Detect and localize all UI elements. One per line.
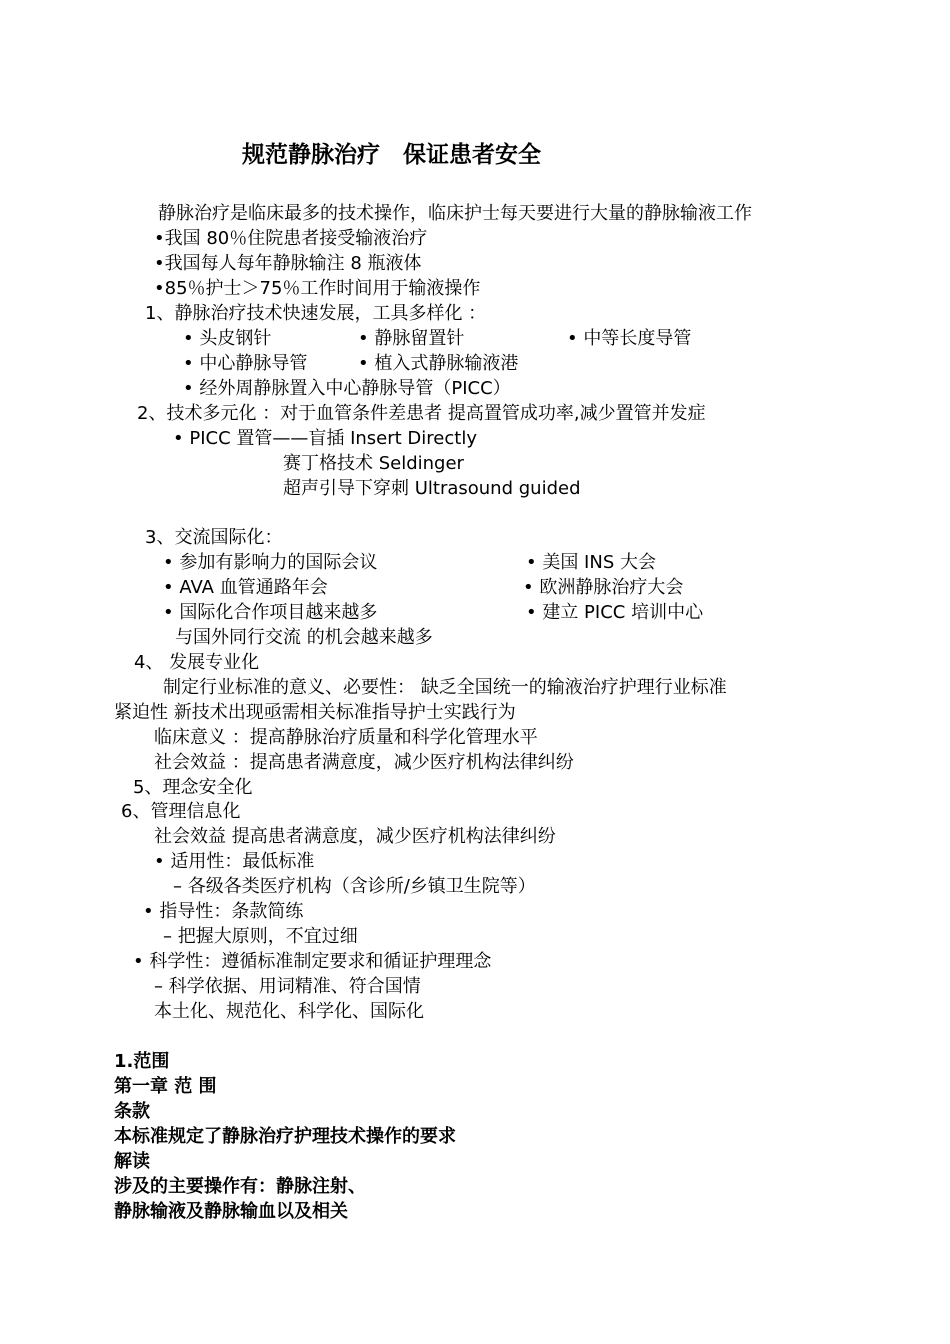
picc-line: • PICC 置管——盲插 Insert Directly: [173, 428, 477, 449]
guidance-sub-line: – 把握大原则，不宜过细: [163, 926, 358, 947]
exchange-item: • AVA 血管通路年会: [163, 577, 328, 598]
exchange-item: • 参加有影响力的国际会议: [163, 552, 378, 573]
seldinger-line: 赛丁格技术 Seldinger: [283, 453, 464, 474]
exchange-item: • 国际化合作项目越来越多: [163, 602, 378, 623]
intro-paragraph: 静脉治疗是临床最多的技术操作，临床护士每天要进行大量的静脉输液工作: [158, 203, 752, 224]
exchange-line: 与国外同行交流 的机会越来越多: [175, 627, 433, 648]
section-4-heading: 4、 发展专业化: [134, 652, 260, 673]
clause-text: 本标准规定了静脉治疗护理技术操作的要求: [114, 1126, 456, 1147]
section-1-heading: 1、静脉治疗技术快速发展，工具多样化 ：: [145, 303, 487, 324]
scope-heading: 1.范围: [114, 1051, 170, 1072]
chapter-heading: 第一章 范 围: [114, 1076, 217, 1097]
clause-label: 条款: [114, 1101, 150, 1122]
interpretation-label: 解读: [114, 1151, 150, 1172]
exchange-item: • 建立 PICC 培训中心: [526, 602, 704, 623]
tool-item: • 经外周静脉置入中心静脉导管（PICC）: [183, 378, 511, 399]
stat-line: •我国 80％住院患者接受输液治疗: [154, 228, 428, 249]
tool-item: • 头皮钢针: [183, 328, 272, 349]
interpretation-text: 涉及的主要操作有：静脉注射、: [114, 1176, 366, 1197]
standard-significance-line: 制定行业标准的意义、必要性： 缺乏全国统一的输液治疗护理行业标准: [163, 677, 727, 698]
exchange-item: • 欧洲静脉治疗大会: [523, 577, 684, 598]
section-6-heading: 6、管理信息化: [121, 801, 241, 822]
social-benefit-line: 社会效益 提高患者满意度，减少医疗机构法律纠纷: [154, 826, 556, 847]
tool-item: • 静脉留置针: [358, 328, 465, 349]
interpretation-text: 静脉输液及静脉输血以及相关: [114, 1201, 348, 1222]
tool-item: • 中等长度导管: [567, 328, 692, 349]
ultrasound-line: 超声引导下穿刺 Ultrasound guided: [283, 478, 581, 499]
scientific-line: • 科学性：遵循标准制定要求和循证护理理念: [133, 951, 492, 972]
summary-line: 本土化、规范化、科学化、国际化: [154, 1001, 424, 1022]
section-2-heading: 2、技术多元化 ：对于血管条件差患者 提高置管成功率,减少置管并发症: [137, 403, 706, 424]
exchange-item: • 美国 INS 大会: [526, 552, 656, 573]
urgency-line: 紧迫性 新技术出现亟需相关标准指导护士实践行为: [114, 702, 516, 723]
document-title: 规范静脉治疗 保证患者安全: [242, 142, 541, 168]
applicability-sub-line: – 各级各类医疗机构（含诊所/乡镇卫生院等）: [173, 876, 536, 897]
clinical-significance-line: 临床意义 ：提高静脉治疗质量和科学化管理水平: [154, 727, 538, 748]
applicability-line: • 适用性：最低标准: [154, 851, 315, 872]
section-3-heading: 3、交流国际化：: [145, 527, 283, 548]
social-benefit-line: 社会效益 ：提高患者满意度，减少医疗机构法律纠纷: [154, 752, 574, 773]
tool-item: • 中心静脉导管: [183, 353, 308, 374]
section-5-heading: 5、理念安全化: [133, 777, 253, 798]
guidance-line: • 指导性：条款简练: [143, 901, 304, 922]
scientific-sub-line: – 科学依据、用词精准、符合国情: [154, 976, 421, 997]
tool-item: • 植入式静脉输液港: [358, 353, 519, 374]
stat-line: •85％护士＞75％工作时间用于输液操作: [154, 278, 481, 299]
stat-line: •我国每人每年静脉输注 8 瓶液体: [154, 253, 422, 274]
